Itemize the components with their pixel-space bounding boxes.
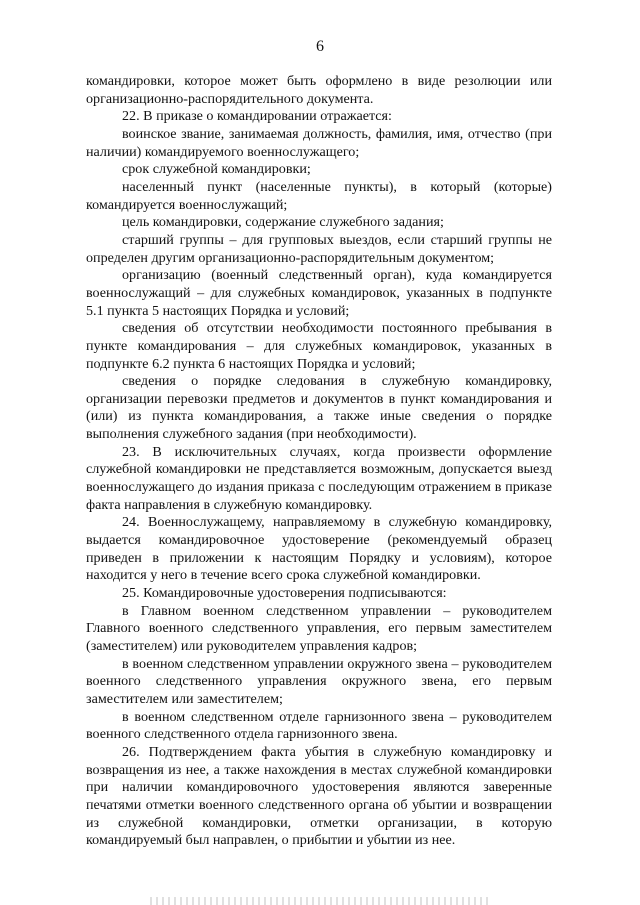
list-item-travel-order: сведения о порядке следования в служебную командировку, организации перевозки предметов и документов в пункт командирования и (или) из пункта командирования, а также иные сведения о порядке выполнения служебного задания (при необходимости). [86, 373, 552, 443]
list-item-no-residence: сведения об отсутствии необходимости постоянного пребывания в пункте командирования – для служебных командировок, указанных в подпункте 6.2 пункта 6 настоящих Порядка и условий; [86, 320, 552, 372]
scan-edge-mark [150, 897, 490, 905]
list-item-purpose: цель командировки, содержание служебного задания; [122, 214, 444, 231]
list-item-term: срок служебной командировки; [122, 161, 311, 178]
list-item-organization: организацию (военный следственный орган), куда командируется военнослужащий – для служебных командировок, указанных в подпункте 5.1 пункта 5 настоящих Порядка и условий; [86, 267, 552, 319]
list-item-main-directorate: в Главном военном следственном управлении – руководителем Главного военного следственного управления, его первым заместителем (заместителем) или руководителем управления кадров; [86, 602, 552, 654]
document-body [86, 73, 552, 850]
paragraph-clause-26: 26. Подтверждением факта убытия в служебную командировку и возвращения из нее, а также нахождения в местах служебной командировки при наличии командировочного удостоверения являются заверенные печатями отметки военного следственного органа об убытии и возвращении из служебной командировки, отметки организации, в которую командируемый был направлен, о прибытии и убытии из нее. [86, 743, 552, 849]
paragraph-continuation: командировки, которое может быть оформлено в виде резолюции или организационно-распорядительного документа. [86, 73, 552, 107]
list-item-rank-name: воинское звание, занимаемая должность, фамилия, имя, отчество (при наличии) командируемого военнослужащего; [86, 125, 552, 160]
paragraph-clause-22: 22. В приказе о командировании отражается: [122, 108, 392, 125]
list-item-district-directorate: в военном следственном управлении окружного звена – руководителем военного следственного управления окружного звена, его первым заместителем или заместителем; [86, 655, 552, 707]
paragraph-clause-25: 25. Командировочные удостоверения подписываются: [122, 585, 447, 602]
paragraph-clause-23: 23. В исключительных случаях, когда произвести оформление служебной командировки не представляется возможным, допускается выезд военнослужащего до издания приказа с последующим отражением в приказе факта направления в служебную командировку. [86, 443, 552, 513]
list-item-garrison-department: в военном следственном отделе гарнизонного звена – руководителем военного следственного отдела гарнизонного звена. [86, 708, 552, 743]
page-number: 6 [316, 38, 324, 55]
paragraph-clause-24: 24. Военнослужащему, направляемому в служебную командировку, выдается командировочное удостоверение (рекомендуемый образец приведен в приложении к настоящим Порядку и условиям), которое находится у него в течение всего срока служебной командировки. [86, 514, 552, 584]
list-item-locality: населенный пункт (населенные пункты), в который (которые) командируется военнослужащий; [86, 178, 552, 213]
list-item-group-leader: старший группы – для групповых выездов, если старший группы не определен другим организационно-распорядительным документом; [86, 231, 552, 266]
